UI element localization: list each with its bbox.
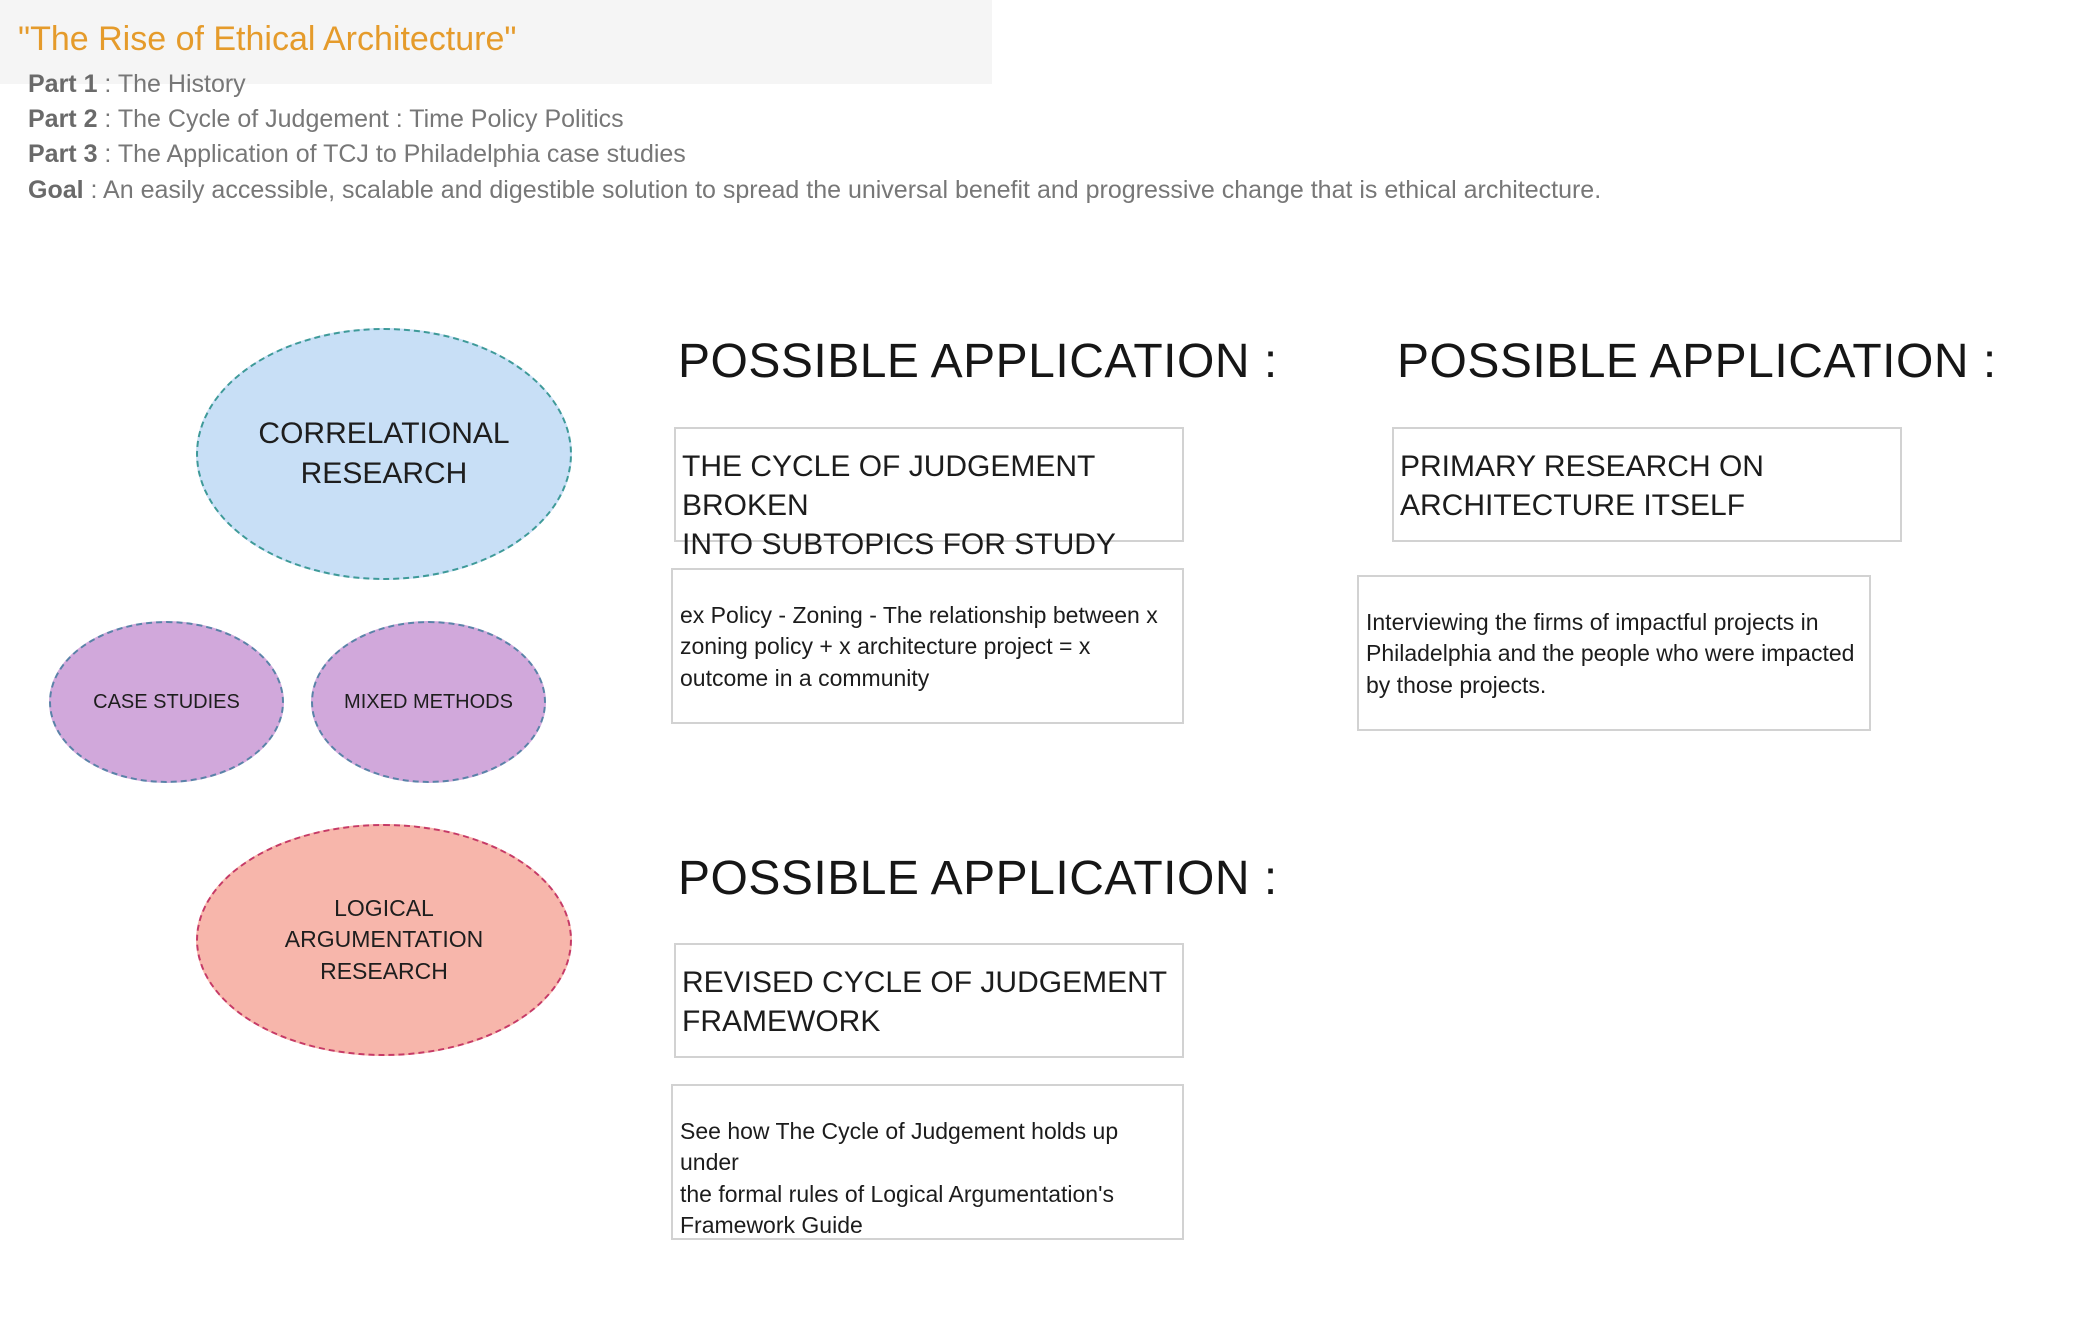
outline-label: Part 1 [28, 70, 98, 98]
outline-label: Goal [28, 176, 84, 204]
outline-text: The History [117, 70, 246, 98]
outline-label: Part 3 [28, 140, 98, 168]
logical-argumentation-ellipse: LOGICAL ARGUMENTATION RESEARCH [196, 824, 572, 1056]
mixed-methods-ellipse: MIXED METHODS [311, 621, 546, 783]
correlational-research-ellipse: CORRELATIONAL RESEARCH [196, 328, 572, 580]
outline-label: Part 2 [28, 105, 98, 133]
outline-separator: : [97, 70, 118, 98]
outline-separator: : [97, 140, 118, 168]
application-title-box: PRIMARY RESEARCH ON ARCHITECTURE ITSELF [1392, 427, 1902, 542]
page-title: "The Rise of Ethical Architecture" [18, 20, 517, 58]
outline-goal [28, 176, 1601, 205]
outline-part-2 [28, 105, 624, 134]
application-heading: POSSIBLE APPLICATION : [678, 335, 1278, 388]
application-detail-box: Interviewing the firms of impactful projects in Philadelphia and the people who were impacted by those projects. [1357, 575, 1871, 731]
outline-text: An easily accessible, scalable and digestible solution to spread the universal benefit and progressive change that is ethical architecture. [103, 176, 1602, 204]
outline-text: The Cycle of Judgement : Time Policy Politics [117, 105, 624, 133]
application-detail-box: ex Policy - Zoning - The relationship between x zoning policy + x architecture project = x outcome in a community [671, 568, 1184, 724]
case-studies-ellipse: CASE STUDIES [49, 621, 284, 783]
application-detail-box: See how The Cycle of Judgement holds up under the formal rules of Logical Argumentation's Framework Guide [671, 1084, 1184, 1240]
application-title-box: THE CYCLE OF JUDGEMENT BROKEN INTO SUBTOPICS FOR STUDY [674, 427, 1184, 542]
application-heading: POSSIBLE APPLICATION : [1397, 335, 1997, 388]
application-heading: POSSIBLE APPLICATION : [678, 852, 1278, 905]
outline-text: The Application of TCJ to Philadelphia case studies [117, 140, 686, 168]
application-title-box: REVISED CYCLE OF JUDGEMENT FRAMEWORK [674, 943, 1184, 1058]
outline-separator: : [83, 176, 104, 204]
outline-part-3 [28, 140, 686, 169]
outline-part-1 [28, 70, 246, 99]
outline-separator: : [97, 105, 118, 133]
